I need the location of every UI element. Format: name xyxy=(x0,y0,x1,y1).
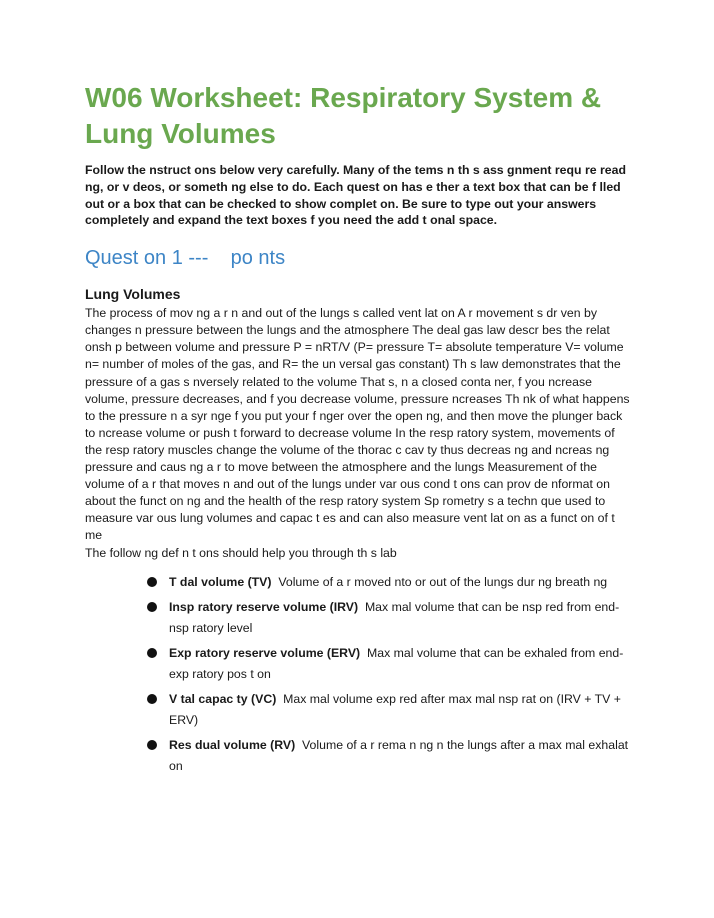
definition-text: Max mal volume that can be nsp red from end- nsp ratory level xyxy=(169,599,620,635)
definitions-lead-in: The follow ng def n t ons should help you through th s lab xyxy=(85,545,397,560)
instructions-paragraph: Follow the nstruct ons below very carefully. Many of the tems n th s ass gnment requ re read ng, or v deos, or someth ng else to do. Each quest on has e ther a text box that can be f lled out or a box that can be checked to show complet on. Be sure to type out your answers completely and expand the text boxes f you need the add t onal space. xyxy=(85,163,626,228)
definition-term: Res dual volume (RV) xyxy=(169,737,296,752)
definition-text: Max mal volume that can be exhaled from end-exp ratory pos t on xyxy=(169,645,624,681)
definition-term: Insp ratory reserve volume (IRV) xyxy=(169,599,359,614)
body-paragraph: The process of mov ng a r n and out of the lungs s called vent lat on A r movement s dr ven by changes n pressure between the lungs and the atmosphere The deal gas law descr bes the relat onsh p between volume and pressure P = nRT/V (P= pressure T= absolute temperature V= volume n= number of moles of the gas, and R= the un versal gas constant) Th s law demonstrates that the pressure of a gas s nversely related to the volume That s, n a closed conta ner, f you ncrease volume, pressure decreases, and f you decrease volume, pressure ncreases Th nk of what happens to the pressure n a syr nge f you put your f nger over the open ng, and then move the plunger back to ncrease volume or push t forward to decrease volume In the resp ratory system, movements of the resp ratory muscles change the volume of the thorac c cav ty thus decreas ng and ncreas ng pressure and caus ng a r to move between the atmosphere and the lungs Measurement of the volume of a r that moves n and out of the lungs under var ous cond t ons can prov de nformat on about the funct on ng and the health of the resp ratory system Sp rometry s a techn que used to measure var ous lung volumes and capac t es and can also measure vent lat on as a funct on of t me xyxy=(85,306,630,543)
bullet-icon xyxy=(147,577,157,587)
bullet-icon xyxy=(147,740,157,750)
definition-item xyxy=(169,643,635,685)
definition-term: T dal volume (TV) xyxy=(169,574,272,589)
bullet-icon xyxy=(147,694,157,704)
document-page xyxy=(85,80,635,781)
definition-item xyxy=(169,597,635,639)
definition-term: V tal capac ty (VC) xyxy=(169,691,277,706)
question-heading: Quest on 1 --- po nts xyxy=(85,247,286,270)
section-heading: Lung Volumes xyxy=(85,286,181,303)
bullet-icon xyxy=(147,602,157,612)
bullet-icon xyxy=(147,648,157,658)
definition-term: Exp ratory reserve volume (ERV) xyxy=(169,645,361,660)
page-title: W06 Worksheet: Respiratory System & Lung Volumes xyxy=(85,82,602,149)
definition-text: Volume of a r rema n ng n the lungs after a max mal exhalat on xyxy=(169,737,629,773)
definition-item xyxy=(169,689,635,731)
definition-item xyxy=(169,572,635,593)
definition-text: Max mal volume exp red after max mal nsp rat on (IRV + TV + ERV) xyxy=(169,691,621,727)
definition-item xyxy=(169,735,635,777)
definitions-list xyxy=(85,572,635,777)
definition-text: Volume of a r moved nto or out of the lungs dur ng breath ng xyxy=(278,574,608,589)
